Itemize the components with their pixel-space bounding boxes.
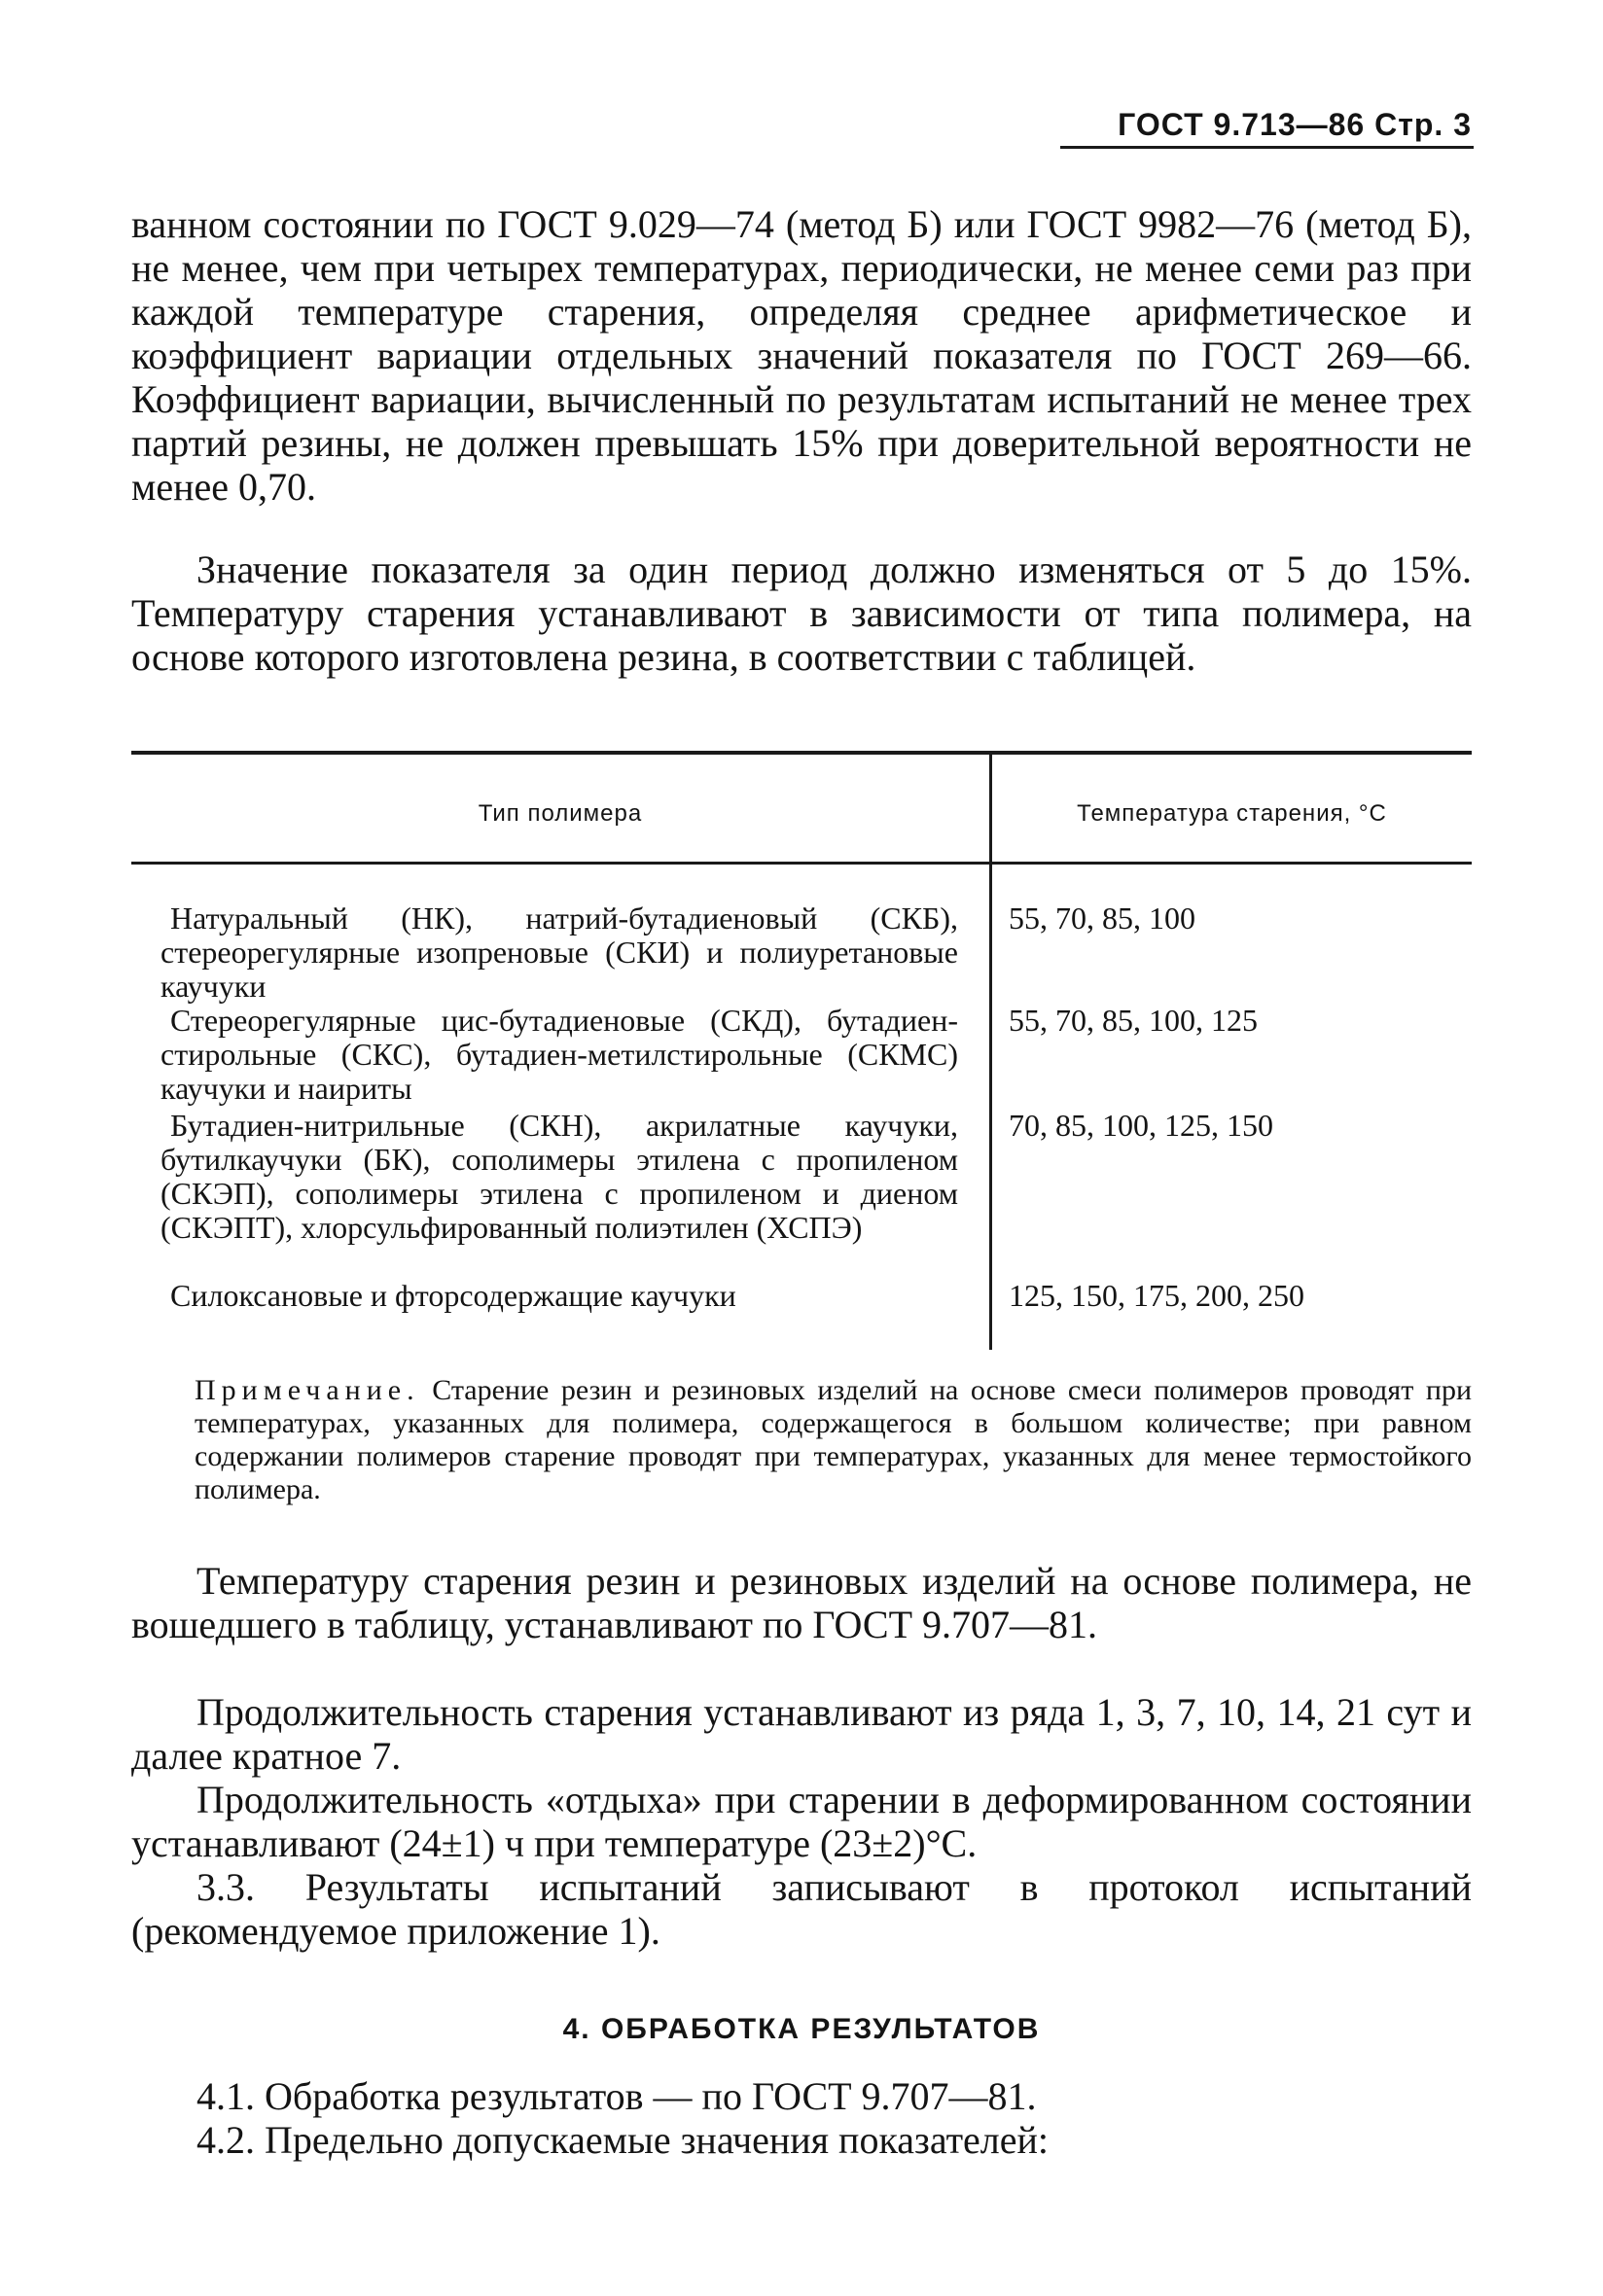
- table-header-rule: [131, 862, 1472, 865]
- paragraph-7: 4.1. Обработка результатов — по ГОСТ 9.707—81.: [196, 2074, 1037, 2118]
- table-row-4-temperature: 125, 150, 175, 200, 250: [1009, 1278, 1304, 1313]
- table-header-temperature: Температура старения, °С: [1077, 800, 1387, 827]
- table-column-divider: [989, 755, 992, 1350]
- table-row-3-polymer: [160, 1109, 958, 1245]
- table-cell-text: Бутадиен-нитрильные (СКН), акрилатные каучуки, бутилкаучуки (БК), сополимеры этилена с пропиленом (СКЭП), сополимеры этилена с пропиленом и диеном (СКЭПТ), хлорсульфированный полиэтилен (ХСПЭ): [160, 1108, 958, 1245]
- table-header-polymer: Тип полимера: [478, 800, 643, 827]
- table-top-rule: [131, 751, 1472, 755]
- table-row-4-polymer: [160, 1279, 958, 1313]
- paragraph-8: 4.2. Предельно допускаемые значения показателей:: [196, 2118, 1050, 2162]
- paragraph-4: Продолжительность старения устанавливают из ряда 1, 3, 7, 10, 14, 21 сут и далее кратное 7.: [131, 1690, 1472, 1778]
- paragraph-1: ванном состоянии по ГОСТ 9.029—74 (метод Б) или ГОСТ 9982—76 (метод Б), не менее, чем при четырех температурах, периодически, не менее семи раз при каждой температуре старения, определяя среднее арифметическое и коэффициент вариации отдельных значений показателя по ГОСТ 269—66. Коэффициент вариации, вычисленный по результатам испытаний не менее трех партий резины, не должен превышать 15% при доверительной вероятности не менее 0,70.: [131, 202, 1472, 509]
- table-row-1-temperature: 55, 70, 85, 100: [1009, 901, 1195, 936]
- page-header: ГОСТ 9.713—86 Стр. 3: [1118, 107, 1472, 142]
- paragraph-3: Температуру старения резин и резиновых изделий на основе полимера, не вошедшего в таблицу, устанавливают по ГОСТ 9.707—81.: [131, 1559, 1472, 1646]
- table-row-2-temperature: 55, 70, 85, 100, 125: [1009, 1003, 1258, 1038]
- note-text: Старение резин и резиновых изделий на основе смеси полимеров проводят при температурах, указанных для полимера, содержащегося в большом количестве; при равном содержании полимеров старение проводят при температурах, указанных для менее термостойкого полимера.: [195, 1374, 1473, 1505]
- paragraph-6: 3.3. Результаты испытаний записывают в протокол испытаний (рекомендуемое приложение 1).: [131, 1865, 1472, 1953]
- note-lead: Примечание.: [195, 1374, 420, 1406]
- paragraph-2: Значение показателя за один период должно изменяться от 5 до 15%. Температуру старения устанавливают в зависимости от типа полимера, на основе которого изготовлена резина, в соответствии с таблицей.: [131, 548, 1472, 679]
- header-rule: [1060, 146, 1474, 149]
- table-cell-text: Силоксановые и фторсодержащие каучуки: [170, 1278, 736, 1313]
- table-note: [195, 1374, 1472, 1506]
- table-cell-text: Натуральный (НК), натрий-бутадиеновый (СКБ), стереорегулярные изопреновые (СКИ) и полиуретановые каучуки: [160, 901, 958, 1004]
- paragraph-5: Продолжительность «отдыха» при старении в деформированном состоянии устанавливают (24±1) ч при температуре (23±2)°С.: [131, 1778, 1472, 1865]
- table-row-2-polymer: [160, 1004, 958, 1106]
- table-row-1-polymer: [160, 901, 958, 1004]
- table-cell-text: Стереорегулярные цис-бутадиеновые (СКД), бутадиен-стирольные (СКС), бутадиен-метилстирольные (СКМС) каучуки и наириты: [160, 1003, 958, 1106]
- table-row-3-temperature: 70, 85, 100, 125, 150: [1009, 1108, 1273, 1143]
- section-title: 4. ОБРАБОТКА РЕЗУЛЬТАТОВ: [562, 2013, 1041, 2045]
